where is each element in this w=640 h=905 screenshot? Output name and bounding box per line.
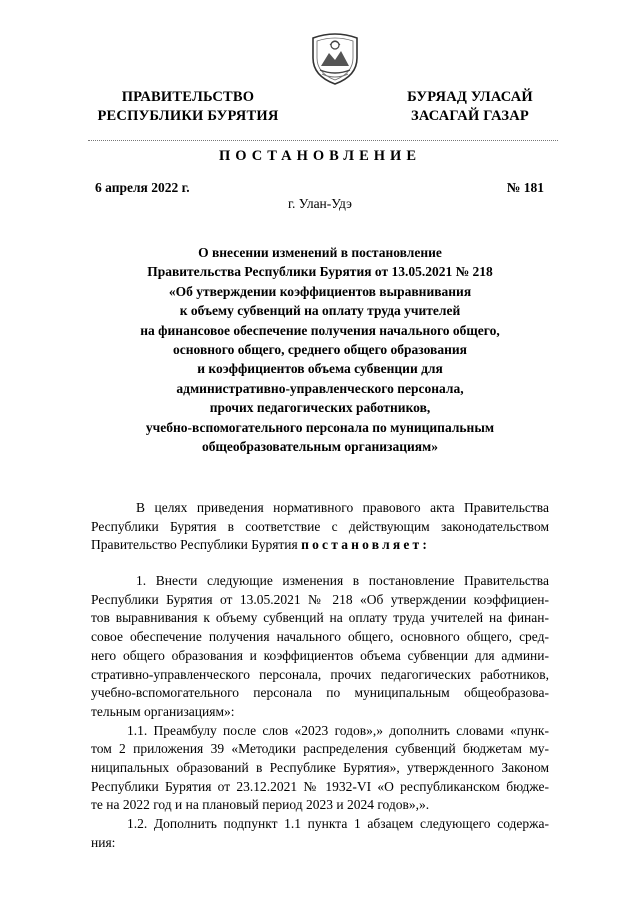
title-line: общеобразовательным организациям» [202, 439, 438, 455]
document-body [91, 499, 549, 852]
title-line: на финансовое обеспечение получения начального общего, [140, 322, 500, 338]
preamble-paragraph [91, 499, 549, 555]
document-date: 6 апреля 2022 г. [95, 180, 190, 195]
paragraph-1-line: него общего образования и коэффициентов объема субвенции для админи- [91, 647, 549, 663]
preamble-line: Республики Бурятия в соответствие с действующим законодательством [91, 518, 549, 534]
title-line: к объему субвенций на оплату труда учителей [179, 303, 461, 319]
paragraph-1 [91, 572, 549, 722]
paragraph-1-1-line: ниципальных образований в Республике Бурятия», утвержденного Законом [91, 759, 549, 775]
paragraph-1-1-line: те на 2022 год и на плановый период 2023 и 2024 годов»,». [91, 797, 430, 813]
title-line: «Об утверждении коэффициентов выравнивания [168, 283, 472, 299]
document-city: г. Улан-Удэ [288, 196, 352, 211]
document-type: ПОСТАНОВЛЕНИЕ [218, 148, 421, 164]
title-line: Правительства Республики Бурятия от 13.05.2021 № 218 [147, 264, 493, 280]
decree-word: постановляет: [301, 537, 431, 553]
paragraph-1-2 [91, 815, 549, 852]
paragraph-1-1-line: том 2 приложения 39 «Методики распределения субвенций бюджетам му- [91, 741, 549, 757]
paragraph-1-1 [91, 722, 549, 815]
paragraph-1-1-line: 1.1. Преамбулу после слов «2023 годов»,» дополнить словами «пунк- [127, 722, 549, 738]
header-separator [88, 140, 558, 141]
paragraph-1-line: совое обеспечение получения начального общего, основного общего, сред- [91, 629, 549, 645]
title-line: прочих педагогических работников, [209, 400, 431, 416]
paragraph-1-line: тов выравнивания к объему субвенций на оплату труда учителей на финан- [91, 610, 549, 626]
paragraph-1-line: 1. Внести следующие изменения в постановление Правительства [136, 573, 549, 589]
preamble-line: В целях приведения нормативного правового акта Правительства [136, 500, 549, 515]
title-line: учебно-вспомогательного персонала по муниципальным [145, 419, 495, 435]
paragraph-1-2-line: ния: [91, 834, 116, 850]
paragraph-1-2-line: 1.2. Дополнить подпункт 1.1 пункта 1 абзацем следующего содержа- [127, 816, 549, 831]
coat-of-arms-emblem [304, 26, 366, 88]
header-left-line-2: РЕСПУБЛИКИ БУРЯТИЯ [97, 108, 279, 124]
document-number: № 181 [506, 180, 544, 195]
paragraph-1-line: тельным организациям»: [91, 703, 235, 719]
paragraph-1-line: стративно-управленческого персонала, прочих педагогических работников, [91, 666, 549, 682]
title-line: административно-управленческого персонала, [176, 380, 464, 396]
title-line: основного общего, среднего общего образования [173, 342, 467, 358]
government-name-buryat [395, 88, 545, 126]
title-line: О внесении изменений в постановление [198, 245, 442, 260]
paragraph-1-line: Республики Бурятия от 13.05.2021 № 218 «Об утверждении коэффициен- [91, 591, 549, 607]
header-right-line-1: БУРЯАД УЛАСАЙ [407, 89, 533, 105]
paragraph-1-line: учебно-вспомогательного персонала по муниципальным общеобразова- [91, 685, 549, 701]
government-name-russian [88, 88, 288, 126]
preamble-last-text: Правительство Республики Бурятия [91, 537, 298, 553]
title-line: и коэффициентов объема субвенции для [197, 361, 443, 377]
preamble-line [91, 536, 549, 555]
document-title [100, 243, 540, 456]
header-left-line-1: ПРАВИТЕЛЬСТВО [121, 89, 255, 105]
paragraph-1-1-line: Республики Бурятия от 23.12.2021 № 1932-VI «О республиканском бюдже- [91, 778, 549, 794]
header-right-line-2: ЗАСАГАЙ ГАЗАР [411, 108, 529, 124]
